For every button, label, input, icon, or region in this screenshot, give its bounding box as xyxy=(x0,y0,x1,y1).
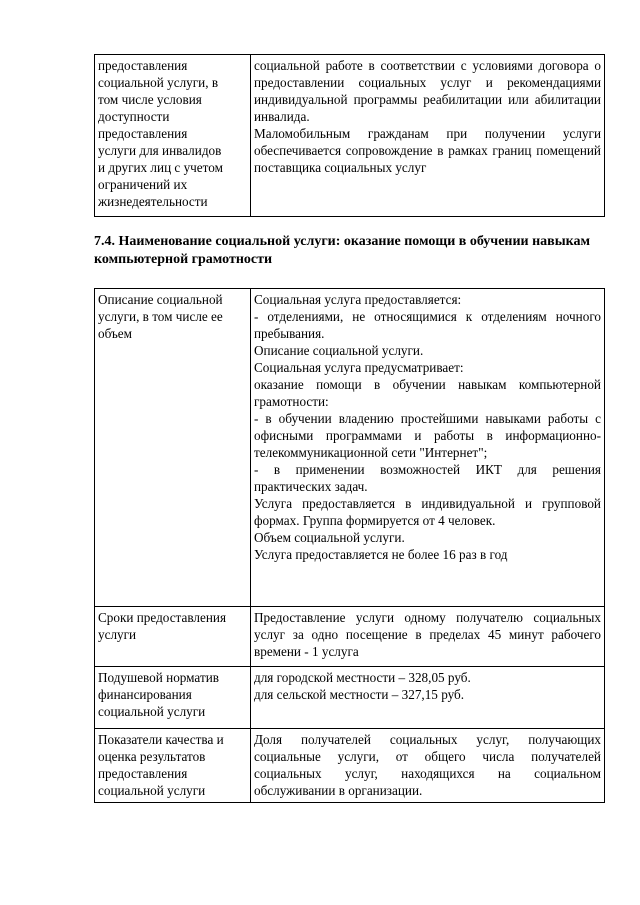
cell-paragraph: для сельской местности – 327,15 руб. xyxy=(254,687,465,702)
cell-line: том числе условия xyxy=(98,92,202,107)
table-row xyxy=(95,667,605,729)
cell-paragraph: Услуга предоставляется в индивидуальной и групповой формах. Группа формируется от 4 человек. xyxy=(254,496,601,528)
table-cell-left xyxy=(95,55,251,217)
cell-paragraph: Объем социальной услуги. xyxy=(254,530,405,545)
row-label: Описание социальной услуги, в том числе ее объем xyxy=(95,289,251,607)
cell-line: и других лиц с учетом xyxy=(98,160,223,175)
row-label: Показатели качества и оценка результатов предоставления социальной услуги xyxy=(95,729,251,803)
cell-paragraph: для городской местности – 328,05 руб. xyxy=(254,670,471,685)
cell-paragraph: Предоставление услуги одному получателю социальных услуг за одно посещение в пределах 45 минут рабочего времени - 1 услуга xyxy=(254,610,601,659)
table-row xyxy=(95,55,605,217)
table-continuation xyxy=(94,54,605,217)
cell-line: ограничений их xyxy=(98,177,188,192)
cell-paragraph: Социальная услуга предусматривает: xyxy=(254,360,464,375)
cell-line: жизнедеятельности xyxy=(98,194,208,209)
row-content xyxy=(251,289,605,607)
cell-paragraph: - в обучении владению простейшими навыками работы с офисными программами и работы в информационно-телекоммуникационной сети "Интернет"; xyxy=(254,411,601,460)
cell-paragraph: Маломобильным гражданам при получении услуги обеспечивается сопровождение в рамках границ помещений поставщика социальных услуг xyxy=(254,126,601,175)
cell-paragraph: Описание социальной услуги. xyxy=(254,343,424,358)
cell-paragraph: - отделениями, не относящимися к отделениям ночного пребывания. xyxy=(254,309,601,341)
cell-line: доступности xyxy=(98,109,170,124)
row-content xyxy=(251,667,605,729)
table-cell-right xyxy=(251,55,605,217)
cell-paragraph: Доля получателей социальных услуг, получающих социальные услуги, от общего числа получателей социальных услуг, находящихся на социальном обслуживании в организации. xyxy=(254,732,601,798)
cell-paragraph: Социальная услуга предоставляется: xyxy=(254,292,462,307)
cell-paragraph: Услуга предоставляется не более 16 раз в год xyxy=(254,547,508,562)
cell-line: предоставления xyxy=(98,126,188,141)
table-service-7-4 xyxy=(94,288,605,803)
row-content xyxy=(251,729,605,803)
row-content xyxy=(251,607,605,667)
table-row xyxy=(95,289,605,607)
row-label: Подушевой норматив финансирования социальной услуги xyxy=(95,667,251,729)
cell-line: услуги для инвалидов xyxy=(98,143,222,158)
table-row xyxy=(95,729,605,803)
cell-line: социальной услуги, в xyxy=(98,75,219,90)
cell-paragraph: социальной работе в соответствии с условиями договора о предоставлении социальных услуг и рекомендациями индивидуальной программы реабилитации или абилитации инвалида. xyxy=(254,58,601,124)
cell-line: предоставления xyxy=(98,58,188,73)
section-heading: 7.4. Наименование социальной услуги: оказание помощи в обучении навыкам компьютерной грамотности xyxy=(94,234,591,267)
table-row xyxy=(95,607,605,667)
cell-paragraph: оказание помощи в обучении навыкам компьютерной грамотности: xyxy=(254,377,601,409)
cell-paragraph: - в применении возможностей ИКТ для решения практических задач. xyxy=(254,462,601,494)
row-label: Сроки предоставления услуги xyxy=(95,607,251,667)
